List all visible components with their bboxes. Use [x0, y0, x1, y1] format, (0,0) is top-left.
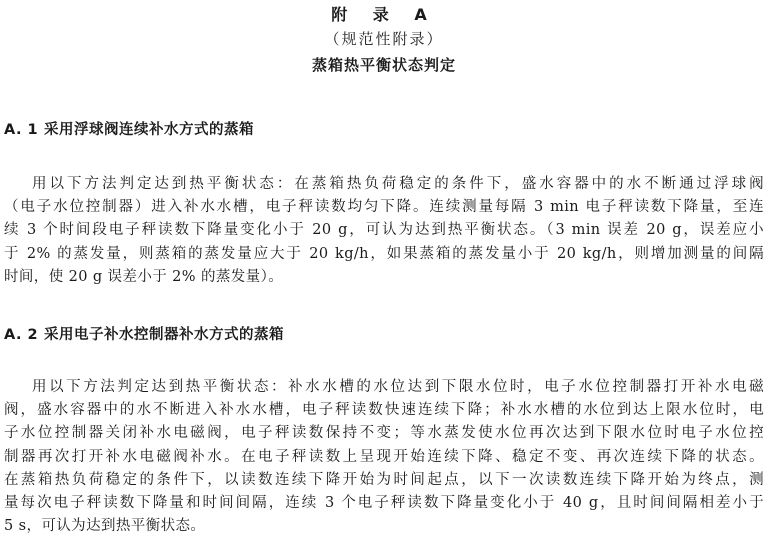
paragraph-line: 量每次电子秤读数下降量和时间间隔，连续 3 个电子秤读数下降量变化小于 40 g，且时间间隔相差小于: [4, 495, 764, 512]
section-a1-heading: [4, 118, 254, 139]
section-a2-heading: [4, 323, 284, 344]
section-a2-title: 采用电子补水控制器补水方式的蒸箱: [44, 327, 284, 343]
paragraph-line: 阀，盛水容器中的水不断进入补水水槽，电子秤读数快速连续下降；补水水槽的水位到达上限水位时，电: [4, 402, 764, 419]
paragraph-line: 子水位控制器关闭补水电磁阀，电子秤读数保持不变；等水蒸发使水位再次达到下限水位时电子水位控: [4, 425, 764, 442]
paragraph-line: 于 2% 的蒸发量，则蒸箱的蒸发量应大于 20 kg/h，如果蒸箱的蒸发量小于 20 kg/h，则增加测量的间隔: [4, 245, 764, 262]
section-a1-title: 采用浮球阀连续补水方式的蒸箱: [44, 122, 254, 138]
paragraph-line: 用以下方法判定达到热平衡状态：补水水槽的水位达到下限水位时，电子水位控制器打开补水电磁: [32, 379, 764, 395]
paragraph-line: 在蒸箱热负荷稳定的条件下，以读数连续下降开始为时间起点，以下一次读数连续下降开始为终点，测: [4, 471, 764, 488]
paragraph-line: 制器再次打开补水电磁阀补水。在电子秤读数上呈现开始连续下降、稳定不变、再次连续下降的状态。: [4, 448, 764, 465]
paragraph-line: 5 s，可认为达到热平衡状态。: [4, 518, 206, 535]
appendix-subtitle: （规范性附录）: [324, 30, 444, 48]
appendix-title: 附 录 A: [331, 5, 437, 24]
section-a1-number: A. 1: [4, 122, 39, 138]
paragraph-line: （电子水位控制器）进入补水水槽，电子秤读数均匀下降。连续测量每隔 3 min 电子秤读数下降量，至连: [4, 199, 764, 216]
section-a2-number: A. 2: [4, 327, 39, 343]
appendix-heading: 蒸箱热平衡状态判定: [311, 56, 456, 74]
paragraph-line: 续 3 个时间段电子秤读数下降量变化小于 20 g，可认为达到热平衡状态。（3 min 误差 20 g，误差应小: [4, 222, 764, 239]
paragraph-line: 时间，使 20 g 误差小于 2% 的蒸发量）。: [4, 268, 284, 285]
section-a1-paragraph: [4, 173, 764, 289]
paragraph-line: 用以下方法判定达到热平衡状态：在蒸箱热负荷稳定的条件下，盛水容器中的水不断通过浮球阀: [32, 176, 764, 192]
section-a2-paragraph: [4, 376, 764, 538]
